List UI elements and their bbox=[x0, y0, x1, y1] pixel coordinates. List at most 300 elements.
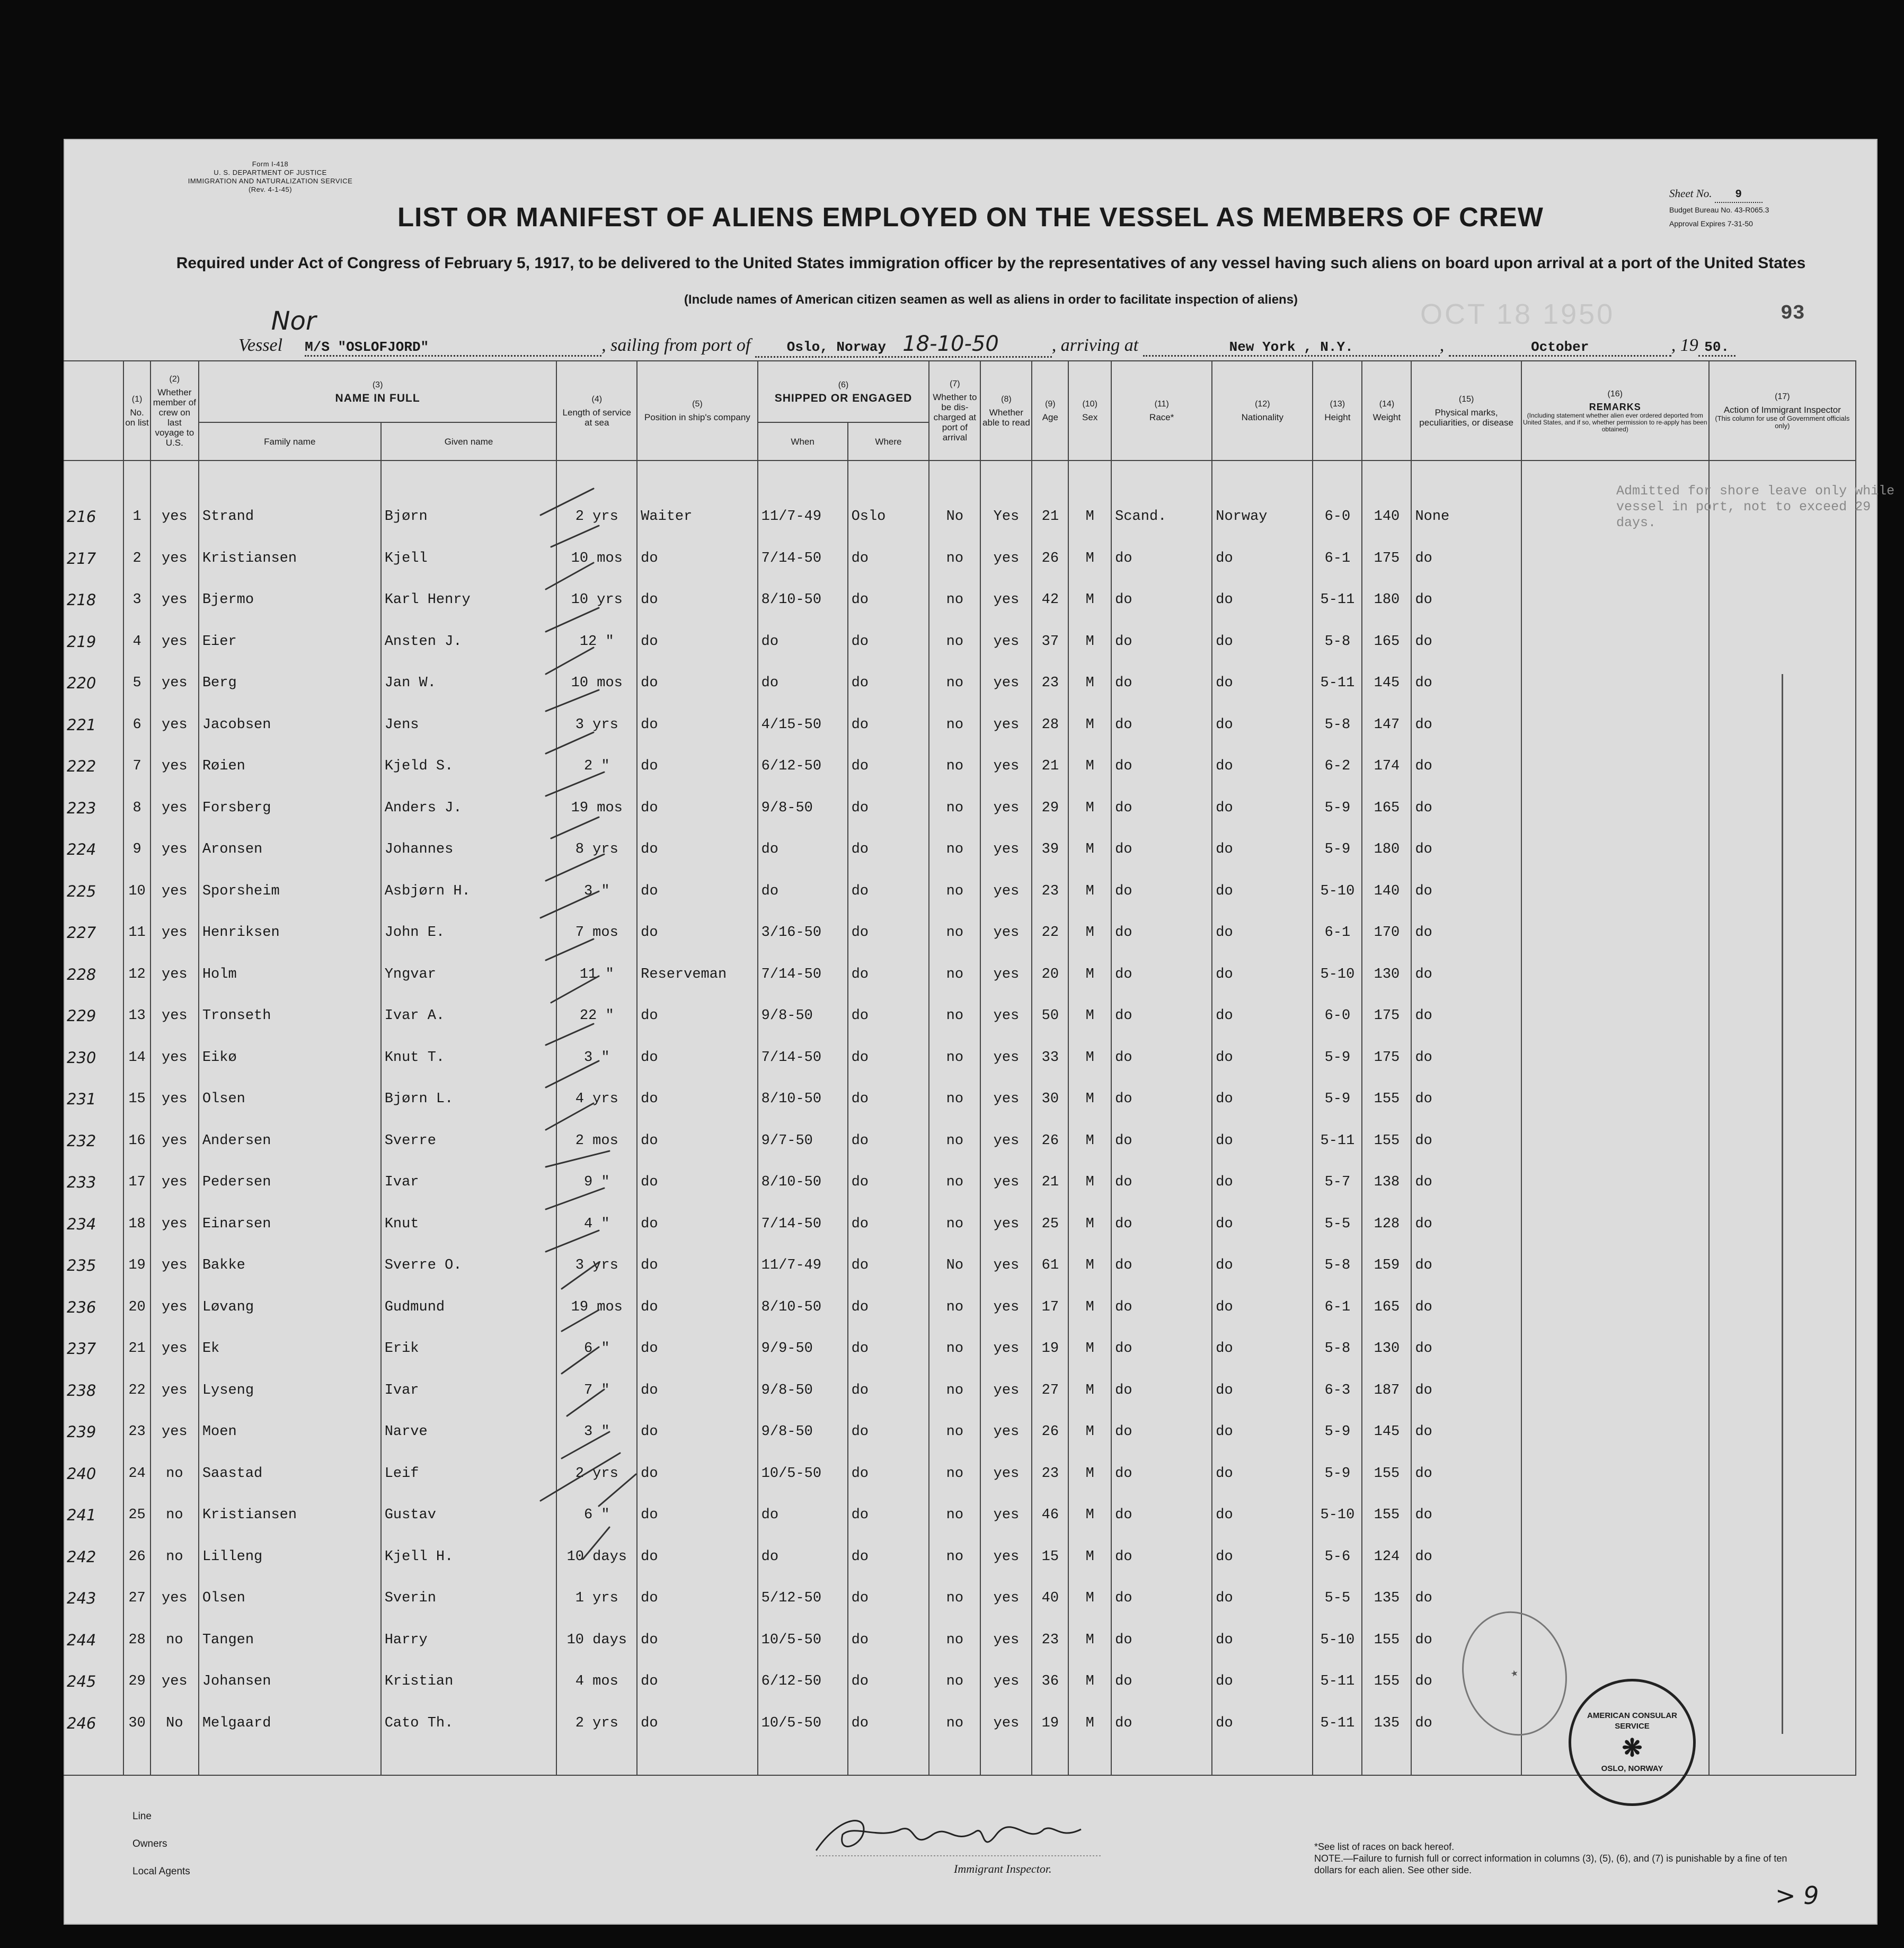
cell-age: 50 bbox=[1032, 995, 1068, 1037]
header-col-13: (13) Height bbox=[1313, 361, 1362, 461]
cell-ln: 246 bbox=[64, 1703, 123, 1745]
table-row bbox=[64, 1203, 1856, 1245]
cell-family: Moen bbox=[199, 1411, 381, 1453]
cell-weight: 130 bbox=[1362, 954, 1411, 996]
cell-height: 5-10 bbox=[1313, 1494, 1362, 1536]
table-spacer-row bbox=[64, 461, 1856, 496]
cell-empty bbox=[1521, 1287, 1709, 1329]
page-number: 93 bbox=[1781, 302, 1805, 325]
table-row bbox=[64, 829, 1856, 871]
cell-height: 5-9 bbox=[1313, 787, 1362, 829]
cell-empty bbox=[1521, 746, 1709, 787]
cell-age: 23 bbox=[1032, 1453, 1068, 1495]
cell-when: 10/5-50 bbox=[758, 1619, 848, 1661]
cell-when: 9/8-50 bbox=[758, 995, 848, 1037]
cell-marks: do bbox=[1411, 746, 1521, 787]
cell-sex: M bbox=[1068, 1328, 1111, 1370]
cell-disch: no bbox=[929, 1619, 980, 1661]
table-row bbox=[64, 871, 1856, 913]
cell-family: Løvang bbox=[199, 1287, 381, 1329]
cell-race: do bbox=[1111, 995, 1212, 1037]
cell-read: yes bbox=[980, 871, 1032, 913]
cell-service: 3 yrs bbox=[556, 1245, 637, 1287]
cell-ln: 239 bbox=[64, 1411, 123, 1453]
cell-given: Sverin bbox=[381, 1578, 557, 1619]
cell-age: 27 bbox=[1032, 1370, 1068, 1412]
cell-marks: do bbox=[1411, 1037, 1521, 1079]
cell-nat: do bbox=[1212, 829, 1313, 871]
corner-mark: > 9 bbox=[1775, 1881, 1819, 1910]
cell-family: Holm bbox=[199, 954, 381, 996]
table-row bbox=[64, 704, 1856, 746]
cell-family: Pedersen bbox=[199, 1162, 381, 1203]
table-row bbox=[64, 954, 1856, 996]
cell-nat: do bbox=[1212, 1578, 1313, 1619]
cell-given: Narve bbox=[381, 1411, 557, 1453]
cell-race: do bbox=[1111, 1162, 1212, 1203]
cell-disch: no bbox=[929, 1703, 980, 1745]
cell-when: do bbox=[758, 829, 848, 871]
cell-disch: no bbox=[929, 1120, 980, 1162]
cell-given: Kjell H. bbox=[381, 1536, 557, 1578]
header-col-16: (16) REMARKS (Including statement whether alien ever ordered deported from United States, and if so, whether permission to re-apply has been obtained) bbox=[1521, 361, 1709, 461]
cell-when: 5/12-50 bbox=[758, 1578, 848, 1619]
penalty-note: NOTE.—Failure to furnish full or correct information in columns (3), (5), (6), and (7) is punishable by a fine of ten dollars for each alien. See other side. bbox=[1314, 1853, 1787, 1875]
cell-where: do bbox=[848, 1037, 929, 1079]
cell-race: do bbox=[1111, 1453, 1212, 1495]
cell-marks: do bbox=[1411, 662, 1521, 704]
cell-given: Erik bbox=[381, 1328, 557, 1370]
cell-no: 3 bbox=[123, 579, 150, 621]
cell-disch: no bbox=[929, 746, 980, 787]
sheet-label: Sheet No. bbox=[1669, 187, 1712, 200]
cell-age: 19 bbox=[1032, 1328, 1068, 1370]
cell-empty bbox=[1521, 662, 1709, 704]
cell-no: 11 bbox=[123, 912, 150, 954]
cell-read: yes bbox=[980, 746, 1032, 787]
cell-last: yes bbox=[150, 1245, 199, 1287]
cell-last: No bbox=[150, 1703, 199, 1745]
cell-race: do bbox=[1111, 871, 1212, 913]
cell-service: 2 yrs bbox=[556, 1453, 637, 1495]
cell-disch: no bbox=[929, 1661, 980, 1703]
cell-weight: 140 bbox=[1362, 871, 1411, 913]
cell-given: Kjeld S. bbox=[381, 746, 557, 787]
table-row bbox=[64, 579, 1856, 621]
cell-no: 15 bbox=[123, 1078, 150, 1120]
table-row bbox=[64, 1078, 1856, 1120]
cell-read: yes bbox=[980, 538, 1032, 580]
cell-height: 5-9 bbox=[1313, 1037, 1362, 1079]
cell-family: Saastad bbox=[199, 1453, 381, 1495]
crew-manifest-table bbox=[64, 360, 1856, 1776]
cell-nat: do bbox=[1212, 954, 1313, 996]
cell-marks: do bbox=[1411, 1203, 1521, 1245]
cell-disch: no bbox=[929, 829, 980, 871]
cell-race: do bbox=[1111, 1328, 1212, 1370]
cell-marks: do bbox=[1411, 1120, 1521, 1162]
cell-position: do bbox=[637, 1078, 758, 1120]
cell-family: Eier bbox=[199, 621, 381, 663]
cell-height: 6-3 bbox=[1313, 1370, 1362, 1412]
cell-service: 22 " bbox=[556, 995, 637, 1037]
cell-marks: do bbox=[1411, 954, 1521, 996]
cell-read: yes bbox=[980, 1661, 1032, 1703]
consular-seal-text: AMERICAN CONSULAR SERVICE bbox=[1587, 1711, 1677, 1731]
cell-given: Bjørn bbox=[381, 496, 557, 538]
cell-ln: 231 bbox=[64, 1078, 123, 1120]
cell-last: yes bbox=[150, 912, 199, 954]
cell-race: do bbox=[1111, 787, 1212, 829]
year-prefix: 19 bbox=[1680, 335, 1698, 355]
cell-age: 26 bbox=[1032, 1411, 1068, 1453]
cell-disch: no bbox=[929, 621, 980, 663]
cell-no: 5 bbox=[123, 662, 150, 704]
cell-sex: M bbox=[1068, 995, 1111, 1037]
cell-marks: do bbox=[1411, 787, 1521, 829]
cell-empty bbox=[1521, 1120, 1709, 1162]
cell-weight: 165 bbox=[1362, 787, 1411, 829]
cell-given: Gudmund bbox=[381, 1287, 557, 1329]
cell-where: do bbox=[848, 746, 929, 787]
cell-nat: do bbox=[1212, 912, 1313, 954]
cell-last: yes bbox=[150, 1037, 199, 1079]
cell-position: do bbox=[637, 995, 758, 1037]
cell-nat: do bbox=[1212, 1037, 1313, 1079]
header-col-11: (11) Race* bbox=[1111, 361, 1212, 461]
cell-service: 3 " bbox=[556, 871, 637, 913]
cell-family: Olsen bbox=[199, 1578, 381, 1619]
cell-sex: M bbox=[1068, 787, 1111, 829]
cell-no: 17 bbox=[123, 1162, 150, 1203]
cell-given: Karl Henry bbox=[381, 579, 557, 621]
cell-weight: 180 bbox=[1362, 579, 1411, 621]
race-note: *See list of races on back hereof. bbox=[1314, 1841, 1455, 1852]
cell-sex: M bbox=[1068, 1453, 1111, 1495]
cell-weight: 155 bbox=[1362, 1619, 1411, 1661]
cell-age: 23 bbox=[1032, 662, 1068, 704]
cell-height: 6-1 bbox=[1313, 912, 1362, 954]
cell-when: 7/14-50 bbox=[758, 1037, 848, 1079]
cell-weight: 180 bbox=[1362, 829, 1411, 871]
cell-last: yes bbox=[150, 746, 199, 787]
sheet-info bbox=[1669, 187, 1871, 231]
cell-disch: no bbox=[929, 1536, 980, 1578]
cell-disch: no bbox=[929, 1370, 980, 1412]
cell-position: do bbox=[637, 1411, 758, 1453]
cell-age: 33 bbox=[1032, 1037, 1068, 1079]
cell-marks: do bbox=[1411, 1578, 1521, 1619]
cell-given: Johannes bbox=[381, 829, 557, 871]
cell-weight: 175 bbox=[1362, 1037, 1411, 1079]
page-subtitle: Required under Act of Congress of February 5, 1917, to be delivered to the United States immigration officer by the representatives of any vessel having such aliens on board upon arrival at a port of the United States bbox=[176, 254, 1806, 272]
cell-sex: M bbox=[1068, 1411, 1111, 1453]
cell-family: Johansen bbox=[199, 1661, 381, 1703]
cell-family: Melgaard bbox=[199, 1703, 381, 1745]
cell-service: 7 mos bbox=[556, 912, 637, 954]
cell-ln: 230 bbox=[64, 1037, 123, 1079]
cell-race: do bbox=[1111, 662, 1212, 704]
cell-given: Jan W. bbox=[381, 662, 557, 704]
cell-marks: do bbox=[1411, 1411, 1521, 1453]
header-col-9: (9) Age bbox=[1032, 361, 1068, 461]
cell-family: Lyseng bbox=[199, 1370, 381, 1412]
cell-given: Yngvar bbox=[381, 954, 557, 996]
page-title: LIST OR MANIFEST OF ALIENS EMPLOYED ON THE VESSEL AS MEMBERS OF CREW bbox=[397, 202, 1544, 232]
cell-ln: 225 bbox=[64, 871, 123, 913]
cell-ln: 216 bbox=[64, 496, 123, 538]
cell-sex: M bbox=[1068, 662, 1111, 704]
footer-labels bbox=[132, 1803, 190, 1885]
table-row bbox=[64, 995, 1856, 1037]
cell-age: 23 bbox=[1032, 1619, 1068, 1661]
cell-marks: do bbox=[1411, 995, 1521, 1037]
cell-empty bbox=[1521, 579, 1709, 621]
cell-race: do bbox=[1111, 954, 1212, 996]
cell-height: 5-8 bbox=[1313, 704, 1362, 746]
cell-position: do bbox=[637, 621, 758, 663]
cell-read: yes bbox=[980, 1494, 1032, 1536]
cell-no: 28 bbox=[123, 1619, 150, 1661]
cell-marks: do bbox=[1411, 1703, 1521, 1745]
cell-age: 37 bbox=[1032, 621, 1068, 663]
cell-given: Anders J. bbox=[381, 787, 557, 829]
cell-sex: M bbox=[1068, 912, 1111, 954]
cell-age: 15 bbox=[1032, 1536, 1068, 1578]
cell-no: 7 bbox=[123, 746, 150, 787]
cell-when: 4/15-50 bbox=[758, 704, 848, 746]
cell-where: do bbox=[848, 787, 929, 829]
cell-where: do bbox=[848, 1619, 929, 1661]
footer-owners-label: Owners bbox=[132, 1838, 167, 1849]
cell-read: yes bbox=[980, 1411, 1032, 1453]
cell-disch: no bbox=[929, 704, 980, 746]
arriving-label: , arriving at bbox=[1051, 335, 1139, 355]
cell-service: 19 mos bbox=[556, 787, 637, 829]
cell-when: 10/5-50 bbox=[758, 1703, 848, 1745]
cell-nat: do bbox=[1212, 1619, 1313, 1661]
cell-last: yes bbox=[150, 662, 199, 704]
cell-age: 22 bbox=[1032, 912, 1068, 954]
cell-position: do bbox=[637, 704, 758, 746]
cell-ln: 227 bbox=[64, 912, 123, 954]
cell-last: yes bbox=[150, 1661, 199, 1703]
cell-ln: 242 bbox=[64, 1536, 123, 1578]
cell-last: yes bbox=[150, 579, 199, 621]
cell-no: 27 bbox=[123, 1578, 150, 1619]
cell-when: 8/10-50 bbox=[758, 579, 848, 621]
cell-no: 1 bbox=[123, 496, 150, 538]
cell-ln: 218 bbox=[64, 579, 123, 621]
cell-no: 12 bbox=[123, 954, 150, 996]
cell-sex: M bbox=[1068, 1661, 1111, 1703]
cell-last: yes bbox=[150, 787, 199, 829]
cell-when: 9/8-50 bbox=[758, 1411, 848, 1453]
cell-empty bbox=[1709, 579, 1856, 621]
cell-height: 5-11 bbox=[1313, 1120, 1362, 1162]
cell-last: yes bbox=[150, 1120, 199, 1162]
cell-height: 5-11 bbox=[1313, 662, 1362, 704]
cell-no: 20 bbox=[123, 1287, 150, 1329]
cell-weight: 155 bbox=[1362, 1078, 1411, 1120]
cell-ln: 244 bbox=[64, 1619, 123, 1661]
table-row bbox=[64, 1619, 1856, 1661]
cell-empty bbox=[1521, 704, 1709, 746]
cell-read: yes bbox=[980, 1578, 1032, 1619]
vessel-label: Vessel bbox=[238, 335, 283, 355]
cell-nat: do bbox=[1212, 787, 1313, 829]
cell-nat: do bbox=[1212, 662, 1313, 704]
cell-when: 8/10-50 bbox=[758, 1287, 848, 1329]
cell-position: do bbox=[637, 1328, 758, 1370]
cell-marks: do bbox=[1411, 1453, 1521, 1495]
cell-position: do bbox=[637, 1619, 758, 1661]
cell-service: 10 mos bbox=[556, 662, 637, 704]
cell-sex: M bbox=[1068, 1245, 1111, 1287]
inspection-stamp: ★ bbox=[1451, 1601, 1579, 1746]
header-shipped-where: Where bbox=[848, 422, 929, 461]
cell-weight: 170 bbox=[1362, 912, 1411, 954]
cell-no: 21 bbox=[123, 1328, 150, 1370]
cell-service: 4 mos bbox=[556, 1661, 637, 1703]
cell-family: Røien bbox=[199, 746, 381, 787]
cell-family: Tangen bbox=[199, 1619, 381, 1661]
cell-family: Strand bbox=[199, 496, 381, 538]
cell-nat: do bbox=[1212, 1120, 1313, 1162]
cell-disch: No bbox=[929, 496, 980, 538]
cell-where: Oslo bbox=[848, 496, 929, 538]
cell-marks: do bbox=[1411, 1536, 1521, 1578]
cell-where: do bbox=[848, 912, 929, 954]
header-col-17: (17) Action of Immigrant Inspector (This column for use of Government officials only) bbox=[1709, 361, 1856, 461]
cell-last: yes bbox=[150, 1328, 199, 1370]
cell-family: Olsen bbox=[199, 1078, 381, 1120]
cell-when: 8/10-50 bbox=[758, 1162, 848, 1203]
cell-position: do bbox=[637, 1661, 758, 1703]
cell-position: do bbox=[637, 1037, 758, 1079]
header-col-1: (1) No. on list bbox=[123, 361, 150, 461]
cell-family: Bakke bbox=[199, 1245, 381, 1287]
cell-disch: no bbox=[929, 1078, 980, 1120]
cell-ln: 220 bbox=[64, 662, 123, 704]
cell-family: Berg bbox=[199, 662, 381, 704]
cell-where: do bbox=[848, 1453, 929, 1495]
cell-race: do bbox=[1111, 579, 1212, 621]
cell-sex: M bbox=[1068, 1203, 1111, 1245]
cell-disch: no bbox=[929, 912, 980, 954]
cell-service: 3 " bbox=[556, 1037, 637, 1079]
cell-age: 36 bbox=[1032, 1661, 1068, 1703]
cell-service: 10 days bbox=[556, 1619, 637, 1661]
cell-position: do bbox=[637, 787, 758, 829]
cell-sex: M bbox=[1068, 1120, 1111, 1162]
cell-sex: M bbox=[1068, 954, 1111, 996]
cell-family: Aronsen bbox=[199, 829, 381, 871]
cell-no: 8 bbox=[123, 787, 150, 829]
cell-given: John E. bbox=[381, 912, 557, 954]
cell-read: yes bbox=[980, 1078, 1032, 1120]
cell-empty bbox=[1521, 995, 1709, 1037]
cell-service: 10 days bbox=[556, 1536, 637, 1578]
cell-age: 28 bbox=[1032, 704, 1068, 746]
cell-age: 42 bbox=[1032, 579, 1068, 621]
cell-where: do bbox=[848, 1328, 929, 1370]
cell-sex: M bbox=[1068, 746, 1111, 787]
cell-family: Tronseth bbox=[199, 995, 381, 1037]
cell-race: do bbox=[1111, 1578, 1212, 1619]
cell-last: no bbox=[150, 1494, 199, 1536]
cell-disch: no bbox=[929, 1287, 980, 1329]
cell-read: yes bbox=[980, 1703, 1032, 1745]
sailing-date: 18-10-50 bbox=[902, 332, 999, 356]
cell-sex: M bbox=[1068, 1619, 1111, 1661]
cell-no: 24 bbox=[123, 1453, 150, 1495]
cell-race: do bbox=[1111, 538, 1212, 580]
cell-disch: no bbox=[929, 579, 980, 621]
cell-given: Ivar A. bbox=[381, 995, 557, 1037]
check-mark-icon bbox=[541, 489, 636, 1559]
cell-where: do bbox=[848, 954, 929, 996]
cell-weight: 138 bbox=[1362, 1162, 1411, 1203]
cell-no: 6 bbox=[123, 704, 150, 746]
cell-when: 9/8-50 bbox=[758, 787, 848, 829]
cell-position: Waiter bbox=[637, 496, 758, 538]
cell-weight: 124 bbox=[1362, 1536, 1411, 1578]
inspector-label: Immigrant Inspector. bbox=[954, 1862, 1052, 1875]
cell-when: 6/12-50 bbox=[758, 746, 848, 787]
cell-empty bbox=[1521, 954, 1709, 996]
cell-disch: no bbox=[929, 871, 980, 913]
cell-service: 6 " bbox=[556, 1494, 637, 1536]
cell-nat: do bbox=[1212, 1370, 1313, 1412]
cell-position: Reserveman bbox=[637, 954, 758, 996]
cell-family: Henriksen bbox=[199, 912, 381, 954]
cell-ln: 241 bbox=[64, 1494, 123, 1536]
cell-last: yes bbox=[150, 496, 199, 538]
cell-height: 5-8 bbox=[1313, 1328, 1362, 1370]
manifest-sheet bbox=[64, 139, 1895, 1925]
cell-sex: M bbox=[1068, 829, 1111, 871]
cell-nat: do bbox=[1212, 621, 1313, 663]
cell-given: Gustav bbox=[381, 1494, 557, 1536]
cell-given: Leif bbox=[381, 1453, 557, 1495]
cell-disch: no bbox=[929, 662, 980, 704]
cell-position: do bbox=[637, 1287, 758, 1329]
cell-last: yes bbox=[150, 1411, 199, 1453]
cell-race: do bbox=[1111, 746, 1212, 787]
cell-last: no bbox=[150, 1453, 199, 1495]
cell-last: yes bbox=[150, 871, 199, 913]
cell-nat: do bbox=[1212, 1245, 1313, 1287]
cell-empty bbox=[1521, 1578, 1709, 1619]
cell-ln: 228 bbox=[64, 954, 123, 996]
cell-where: do bbox=[848, 1245, 929, 1287]
cell-nat: do bbox=[1212, 579, 1313, 621]
cell-when: 9/7-50 bbox=[758, 1120, 848, 1162]
cell-race: Scand. bbox=[1111, 496, 1212, 538]
cell-height: 5-9 bbox=[1313, 1453, 1362, 1495]
cell-read: yes bbox=[980, 1245, 1032, 1287]
cell-empty bbox=[1521, 1245, 1709, 1287]
cell-service: 8 yrs bbox=[556, 829, 637, 871]
cell-nat: do bbox=[1212, 1411, 1313, 1453]
header-family-name: Family name bbox=[199, 422, 381, 461]
cell-last: yes bbox=[150, 1370, 199, 1412]
cell-family: Eikø bbox=[199, 1037, 381, 1079]
cell-position: do bbox=[637, 871, 758, 913]
cell-position: do bbox=[637, 1370, 758, 1412]
cell-empty bbox=[1521, 1411, 1709, 1453]
